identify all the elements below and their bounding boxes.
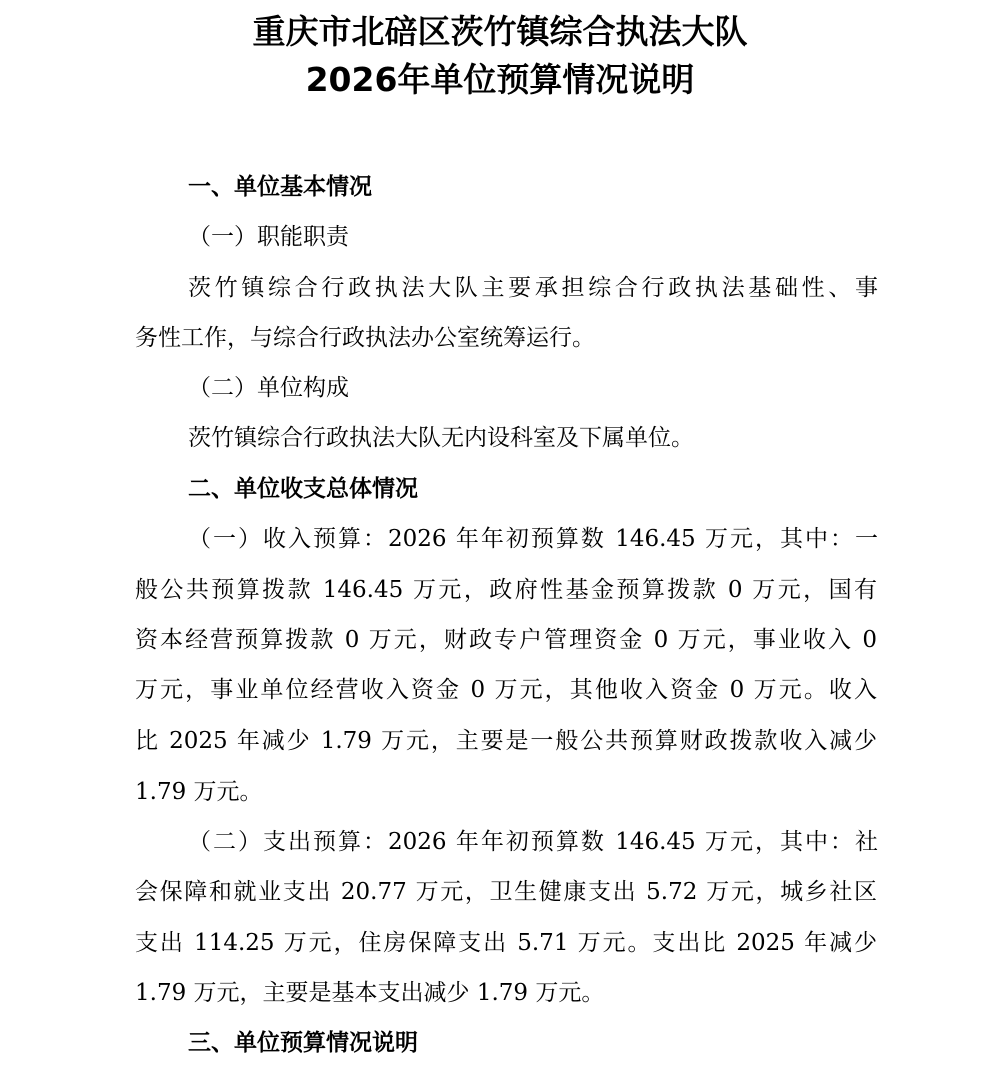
income-paragraph-line: 资本经营预算拨款 0 万元，财政专户管理资金 0 万元，事业收入 0 — [135, 627, 877, 653]
income-paragraph-line: 般公共预算拨款 146.45 万元，政府性基金预算拨款 0 万元，国有 — [135, 577, 877, 603]
expense-paragraph-line: （二）支出预算：2026 年年初预算数 146.45 万元，其中：社 — [188, 829, 878, 855]
income-paragraph-line: 1.79 万元。 — [135, 779, 263, 805]
section1-sub2-heading: （二）单位构成 — [188, 375, 349, 401]
expense-paragraph-line: 会保障和就业支出 20.77 万元，卫生健康支出 5.72 万元，城乡社区 — [135, 879, 877, 905]
paragraph-line: 茨竹镇综合行政执法大队无内设科室及下属单位。 — [188, 425, 694, 451]
section2-heading: 二、单位收支总体情况 — [188, 476, 418, 502]
income-paragraph-line: （一）收入预算：2026 年年初预算数 146.45 万元，其中：一 — [188, 526, 878, 552]
expense-paragraph-line: 1.79 万元，主要是基本支出减少 1.79 万元。 — [135, 980, 605, 1006]
income-paragraph-line: 万元，事业单位经营收入资金 0 万元，其他收入资金 0 万元。收入 — [135, 677, 877, 703]
paragraph-line: 务性工作，与综合行政执法办公室统筹运行。 — [135, 325, 595, 351]
paragraph-line: 茨竹镇综合行政执法大队主要承担综合行政执法基础性、事 — [188, 275, 878, 301]
section1-sub1-heading: （一）职能职责 — [188, 224, 349, 250]
income-paragraph-line: 比 2025 年减少 1.79 万元，主要是一般公共预算财政拨款收入减少 — [135, 728, 877, 754]
document-title-line1: 重庆市北碚区茨竹镇综合执法大队 — [252, 12, 748, 51]
expense-paragraph-line: 支出 114.25 万元，住房保障支出 5.71 万元。支出比 2025 年减少 — [135, 930, 877, 956]
section3-heading: 三、单位预算情况说明 — [188, 1030, 418, 1056]
document-title-line2: 2026年单位预算情况说明 — [305, 60, 695, 99]
section1-heading: 一、单位基本情况 — [188, 174, 372, 200]
